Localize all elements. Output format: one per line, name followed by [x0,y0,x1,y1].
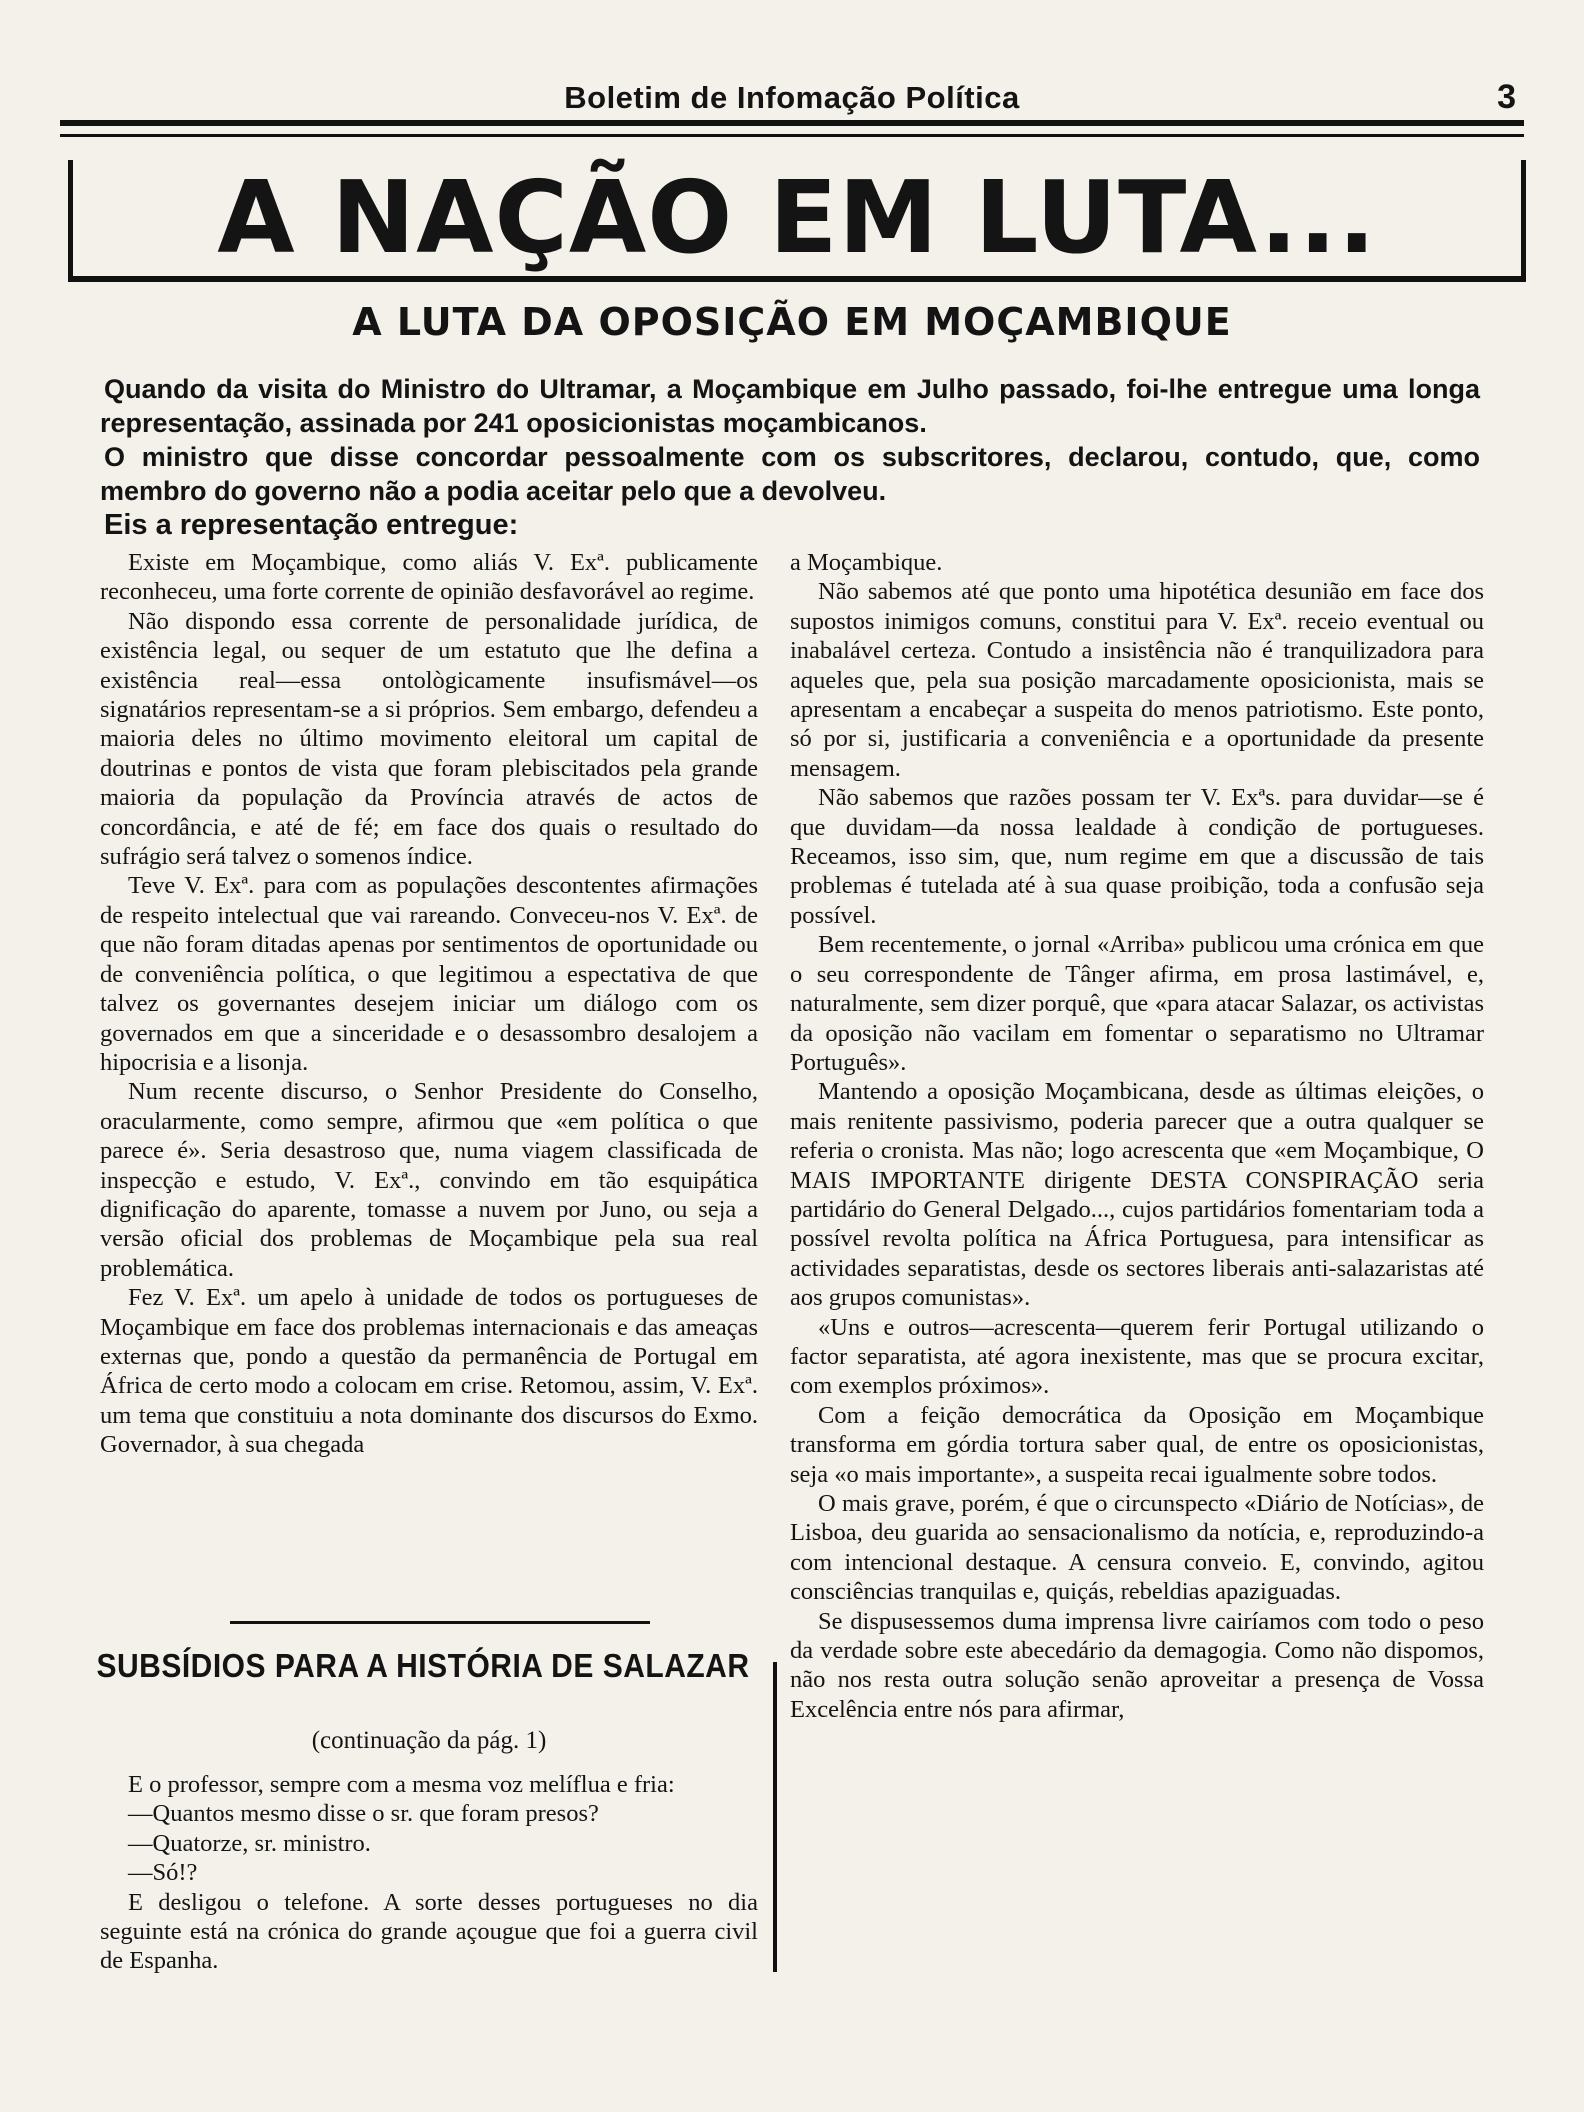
running-header [60,80,1524,126]
headline-box [68,160,1526,282]
body-paragraph: «Uns e outros—acrescenta—querem ferir Portugal utilizando o factor separatista, até agora inexistente, mas que se procura excitar, com exemplos próximos». [790,1313,1484,1400]
article-column-left [100,548,758,1460]
body-paragraph: Não sabemos que razões possam ter V. Exªs. para duvidar—se é que duvidam—da nossa lealdade à condição de portugueses. Receamos, isso sim, que, num regime em que a discussão de tais problemas é tutelada até à sua quase proibição, toda a confusão seja possível. [790,784,1484,929]
body-paragraph: Não sabemos até que ponto uma hipotética desunião em face dos supostos inimigos comuns, constitui para V. Exª. receio eventual ou inabalável certeza. Contudo a insistência não é tranquilizadora para aqueles que, pela sua posição marcadamente oposicionista, mais se apresentam a encabeçar a suspeita do menos patriotismo. Este ponto, só por si, justificaria a conveniência e a oportunidade da presente mensagem. [790,578,1484,782]
section-body [100,1770,758,1976]
page-number: 3 [1497,78,1516,116]
body-paragraph: Não dispondo essa corrente de personalidade jurídica, de existência legal, ou sequer de um estatuto que lhe defina a existência real—essa ontològicamente insufismável—os signatários representam-se a si próprios. Sem embargo, defendeu a maioria deles no último movimento eleitoral um capital de doutrinas e pontos de vista que foram plebiscitados pela grande maioria da população da Província através de actos de concordância, e até de fé; em face dos quais o resultado do sufrágio será talvez o somenos índice. [100,607,758,871]
body-paragraph: Existe em Moçambique, como aliás V. Exª. publicamente reconheceu, uma forte corrente de opinião desfavorável ao regime. [100,549,758,606]
body-paragraph: O mais grave, porém, é que o circunspecto «Diário de Notícias», de Lisboa, deu guarida ao sensacionalismo da notícia, e, reproduzindo-a com intencional destaque. A censura conveio. E, convindo, agitou consciências tranquilas e, quiçás, rebeldias apaziguadas. [790,1490,1484,1606]
section-paragraph: E desligou o telefone. A sorte desses portugueses no dia seguinte está na crónica do grande açougue que foi a guerra civil de Espanha. [100,1888,758,1975]
header-rule [60,134,1524,137]
article-lead [100,372,1480,542]
lead-paragraph: O ministro que disse concordar pessoalmente com os subscritores, declarou, contudo, que, como membro do governo não a podia aceitar pelo que a devolveu. [100,442,1480,506]
lead-paragraph: Quando da visita do Ministro do Ultramar, a Moçambique em Julho passado, foi-lhe entregue uma longa representação, assinada por 241 oposicionistas moçambicanos. [100,374,1480,438]
body-paragraph: Num recente discurso, o Senhor Presidente do Conselho, oracularmente, como sempre, afirmou que «em política o que parece é». Seria desastroso que, numa viagem classificada de inspecção e estudo, V. Exª., convindo em tão esquipática dignificação do aparente, tomasse a nuvem por Juno, ou seja a versão oficial dos problemas de Moçambique pela sua real problemática. [100,1078,758,1282]
section-paragraph: E o professor, sempre com a mesma voz melíflua e fria: [128,1771,675,1798]
article-subhead: A LUTA DA OPOSIÇÃO EM MOÇAMBIQUE [352,300,1232,344]
body-paragraph: Bem recentemente, o jornal «Arriba» publicou uma crónica em que o seu correspondente de Tânger afirma, em prosa lastimável, e, naturalmente, sem dizer porquê, que «para atacar Salazar, os activistas da oposição não vacilam em fomentar o separatismo no Ultramar Português». [790,931,1484,1076]
body-paragraph: Mantendo a oposição Moçambicana, desde as últimas eleições, o mais renitente passivismo, poderia parecer que a outra qualquer se referia o cronista. Mas não; logo acrescenta que «em Moçambique, O MAIS IMPORTANTE dirigente DESTA CONSPIRAÇÃO seria partidário do General Delgado..., cujos partidários fomentariam toda a possível revolta política na África Portuguesa, para intensificar as actividades separatistas, desde os sectores liberais anti-salazaristas até aos grupos comunistas». [790,1078,1484,1312]
body-paragraph: Teve V. Exª. para com as populações descontentes afirmações de respeito intelectual que vai rareando. Conveceu-nos V. Exª. de que não foram ditadas apenas por sentimentos de oportunidade ou de conveniência política, o que legitimou a espectativa de que talvez os governantes desejem iniciar um diálogo com os governados em que a sinceridade e o desassombro desalojem a hipocrisia e a lisonja. [100,872,758,1076]
article-column-right [790,548,1484,1724]
column-rule [773,1662,777,1972]
publication-title: Boletim de Infomação Política [564,80,1020,115]
lead-intro: Eis a representação entregue: [104,509,519,541]
dialogue-line: —Só!? [128,1859,198,1887]
dialogue-line: —Quatorze, sr. ministro. [128,1829,371,1857]
body-paragraph: a Moçambique. [790,549,943,576]
continuation-note: (continuação da pág. 1) [311,1727,547,1754]
body-paragraph: Se dispusessemos duma imprensa livre cairíamos com todo o peso da verdade sobre este abecedário da demagogia. Como não dispomos, não nos resta outra solução senão aproveitar a presença de Vossa Excelência entre nós para afirmar, [790,1607,1484,1723]
dialogue-line: —Quantos mesmo disse o sr. que foram presos? [128,1800,599,1828]
section-divider [230,1621,650,1624]
headline: A NAÇÃO EM LUTA... [217,159,1377,276]
section-title: SUBSÍDIOS PARA A HISTÓRIA DE SALAZAR [96,1647,750,1685]
body-paragraph: Fez V. Exª. um apelo à unidade de todos os portugueses de Moçambique em face dos problemas internacionais e das ameaças externas que, pondo a questão da permanência de Portugal em África de certo modo a colocam em crise. Retomou, assim, V. Exª. um tema que constituiu a nota dominante dos discursos do Exmo. Governador, à sua chegada [100,1284,758,1459]
body-paragraph: Com a feição democrática da Oposição em Moçambique transforma em górdia tortura saber qual, de entre os oposicionistas, seja «o mais importante», a suspeita recai igualmente sobre todos. [790,1401,1484,1488]
